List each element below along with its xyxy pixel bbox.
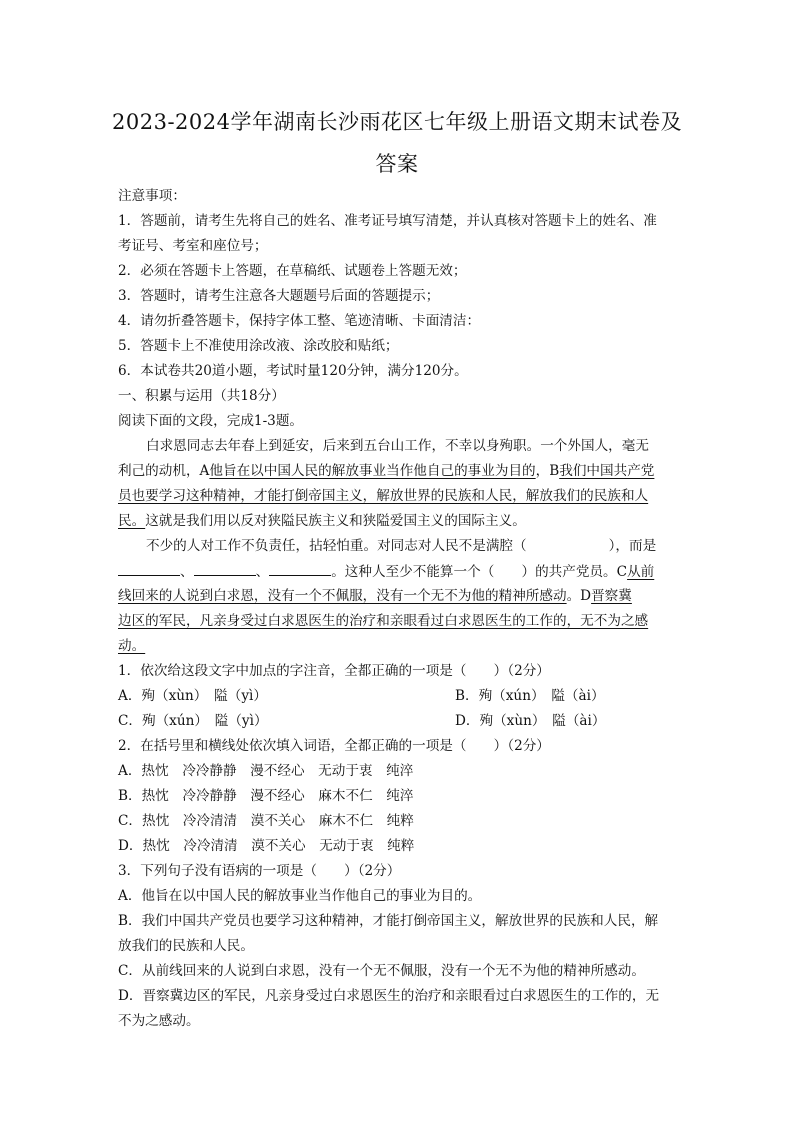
fill-blank-2 — [194, 561, 256, 576]
passage-line — [118, 511, 526, 531]
notice-item: 3．答题时，请考生注意各大题题号后面的答题提示； — [118, 288, 440, 304]
q3-option-a: A．他旨在以中国人民的解放事业当作他自己的事业为目的。 — [118, 888, 482, 904]
q3-option-b: B．我们中国共产党员也要学习这种精神，才能打倒帝国主义，解放世界的民族和人民，解 — [118, 913, 659, 929]
sentence-d-underlined: 晋察冀 — [591, 588, 632, 604]
separator: 、 — [180, 564, 194, 580]
passage-line — [118, 561, 654, 582]
q2-option-b: B．热忱 冷冷静静 漫不经心 麻木不仁 纯淬 — [118, 788, 414, 804]
passage-line: 白求恩同志去年春上到延安，后来到五台山工作，不幸以身殉职。一个外国人，毫无 — [146, 438, 649, 454]
section-heading: 一、积累与运用（共18分） — [118, 388, 285, 404]
q3-option-c: C．从前线回来的人说到白求恩，没有一个无不佩服，没有一个无不为他的精神所感动。 — [118, 963, 645, 979]
fill-blank-3 — [269, 561, 331, 576]
page-title-line-2: 答案 — [375, 152, 419, 176]
q2-option-c: C．热忱 冷冷清清 漠不关心 麻木不仁 纯粹 — [118, 813, 414, 829]
notice-item: 1．答题前，请考生先将自己的姓名、准考证号填写清楚，并认真核对答题卡上的姓名、准 — [118, 213, 657, 229]
passage-line — [146, 536, 656, 556]
sentence-a-underlined: 他旨在以中国人民的解放事业当作他自己的事业为目的 — [209, 463, 536, 479]
sentence-d-underlined: 动。 — [118, 638, 146, 654]
sentence-b-underlined: 民。 — [118, 513, 146, 529]
passage-text: 不少的人对工作不负责任，拈轻怕重。对同志对人民不是满腔（ — [146, 538, 527, 554]
q1-option-a: A．殉（xùn） 隘（yì） — [118, 688, 267, 704]
page-title-line-1: 2023-2024学年湖南长沙雨花区七年级上册语文期末试卷及 — [112, 110, 682, 134]
passage-text: 利己的动机，A — [118, 463, 210, 479]
q3-option-d: D．晋察冀边区的军民，凡亲身受过白求恩医生的治疗和亲眼看过白求恩医生的工作的，无 — [118, 988, 660, 1004]
notice-item: 2．必须在答题卡上答题，在草稿纸、试题卷上答题无效； — [118, 263, 467, 279]
q2-option-d: D．热忱 冷冷清清 漠不关心 无动于衷 纯粹 — [118, 838, 415, 854]
sentence-b-underlined: 员也要学习这种精神，才能打倒帝国主义，解放世界的民族和人民，解放我们的民族和人 — [118, 488, 649, 504]
question-1-stem: 1．依次给这段文字中加点的字注音，全都正确的一项是（ ）（2分） — [118, 663, 550, 679]
question-2-stem: 2．在括号里和横线处依次填入词语，全都正确的一项是（ ）（2分） — [118, 738, 550, 754]
q3-option-d-cont: 不为之感动。 — [118, 1013, 200, 1029]
notice-heading: 注意事项： — [118, 188, 186, 204]
q1-option-c: C．殉（xún） 隘（yì） — [118, 713, 268, 729]
sentence-c-underlined: 从前 — [627, 564, 655, 580]
passage-line — [118, 586, 632, 606]
notice-item: 考证号、考室和座位号； — [118, 238, 268, 254]
notice-item: 4．请勿折叠答题卡，保持字体工整、笔迹清晰、卡面清洁： — [118, 313, 481, 329]
question-3-stem: 3．下列句子没有语病的一项是（ ）（2分） — [118, 863, 401, 879]
passage-text: 。D — [566, 588, 592, 604]
q2-option-a: A．热忱 冷冷静静 漫不经心 无动于衷 纯淬 — [118, 763, 414, 779]
q1-option-d: D．殉（xùn） 隘（ài） — [455, 713, 606, 729]
notice-item: 5．答题卡上不准使用涂改液、涂改胶和贴纸； — [118, 338, 399, 354]
passage-line — [118, 461, 654, 481]
sentence-d-underlined: 边区的军民，凡亲身受过白求恩医生的治疗和亲眼看过白求恩医生的工作的，无不为之感 — [118, 613, 649, 629]
passage-text: 这就是我们用以反对狭隘民族主义和狭隘爱国主义的国际主义。 — [145, 513, 526, 529]
q3-option-b-cont: 放我们的民族和人民。 — [118, 938, 254, 954]
q1-option-b: B．殉（xún） 隘（ài） — [455, 688, 605, 704]
passage-text: ），而是 — [608, 538, 657, 554]
sentence-c-underlined: 线回来的人说到白求恩，没有一个不佩服，没有一个无不为他的精神所感动 — [118, 588, 567, 604]
section-instruction: 阅读下面的文段，完成1-3题。 — [118, 413, 304, 429]
separator: 、 — [255, 564, 270, 580]
fill-blank-1 — [118, 561, 180, 576]
notice-item: 6．本试卷共20道小题，考试时量120分钟，满分120分。 — [118, 363, 468, 379]
sentence-b-underlined: 我们中国共产党 — [559, 463, 655, 479]
passage-text: ，B — [535, 463, 560, 479]
passage-text: 。这种人至少不能算一个（ ）的共产党员。C — [331, 564, 628, 580]
